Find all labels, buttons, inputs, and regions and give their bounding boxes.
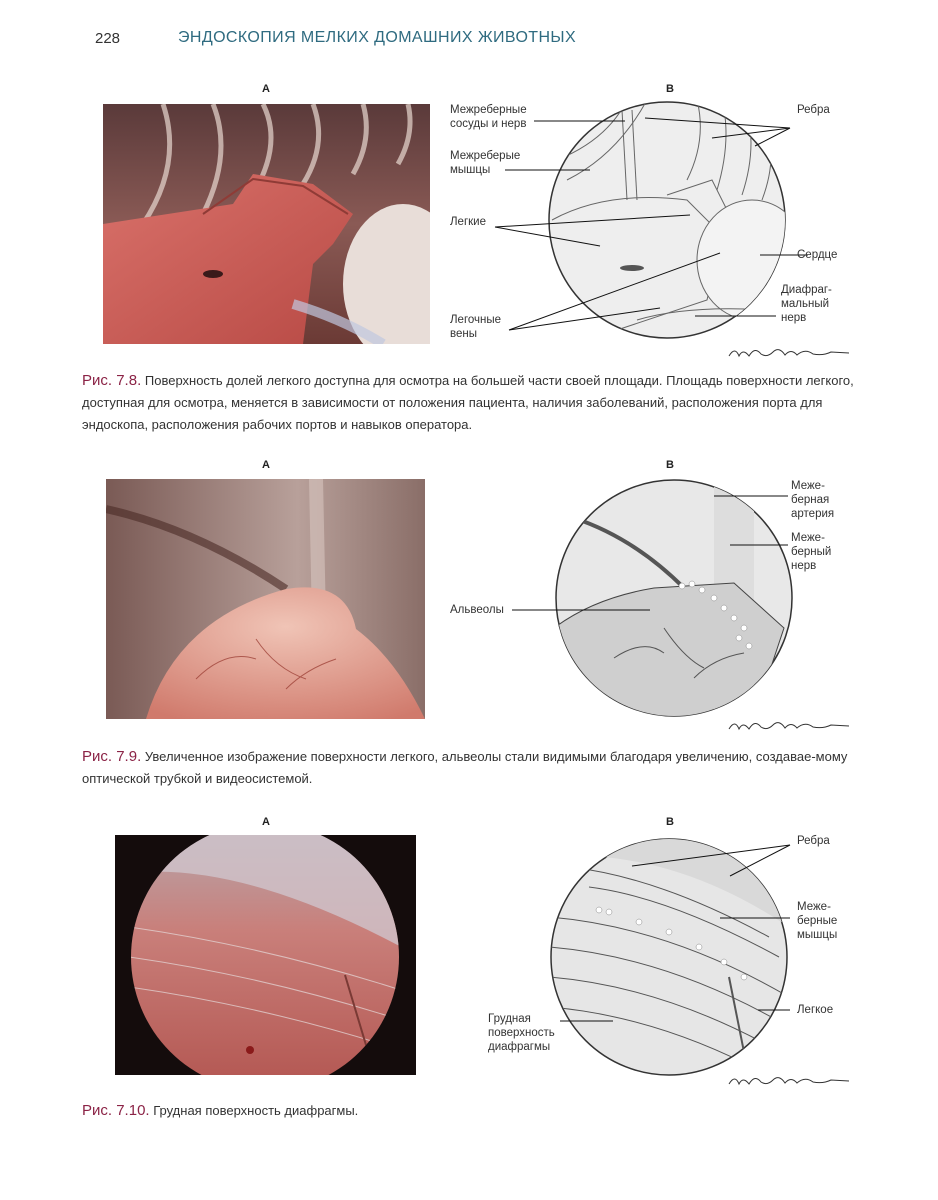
fig2-caption (82, 746, 862, 790)
fig3-illustration (549, 837, 789, 1077)
fig3-label-b: B (666, 816, 674, 828)
fig1-anno-vessels: Межреберные сосуды и нерв (450, 104, 527, 130)
fig1-anno-veins: Легочные вены (450, 314, 502, 340)
fig2-number: Рис. 7.9. (82, 748, 142, 765)
fig1-signature-graphic (727, 344, 852, 365)
fig3-caption-text: Грудная поверхность диафрагмы. (153, 1103, 359, 1118)
fig2-endoscopic-photo (106, 479, 425, 719)
fig3-anno-lung: Легкое (797, 1004, 834, 1016)
fig3-signature-graphic (727, 1072, 852, 1093)
fig1-caption-text: Поверхность долей легкого доступна для осмотра на большей части своей площади. Площадь поверхности легкого, доступная для осмотра, меняется в зависимости от положения пациента, наличия заболеваний, расположения порта для эндоскопа, расположения рабочих портов и навыков оператора. (82, 373, 854, 432)
fig1-caption (82, 370, 862, 436)
fig1-anno-ribs: Ребра (797, 104, 830, 116)
fig1-number: Рис. 7.8. (82, 372, 142, 389)
fig3-endoscopic-photo (115, 835, 416, 1075)
fig2-label-b: B (666, 459, 674, 471)
fig1-anno-heart: Сердце (797, 249, 838, 261)
fig1-anno-lungs: Легкие (450, 216, 486, 228)
fig2-anno-artery: Меже- берная артерия (791, 480, 835, 520)
fig3-anno-ribs: Ребра (797, 835, 830, 847)
fig3-label-a: A (262, 816, 270, 828)
fig3-caption (82, 1100, 862, 1122)
fig3-anno-muscles: Меже- берные мышцы (797, 901, 838, 941)
fig2-anno-alveoli: Альвеолы (450, 604, 504, 616)
fig1-anno-phrenic: Диафраг- мальный нерв (781, 284, 832, 324)
fig1-label-b: B (666, 83, 674, 95)
page-number: 228 (95, 30, 121, 47)
fig1-label-a: A (262, 83, 270, 95)
running-title: ЭНДОСКОПИЯ МЕЛКИХ ДОМАШНИХ ЖИВОТНЫХ (178, 29, 577, 46)
fig2-label-a: A (262, 459, 270, 471)
fig2-caption-text: Увеличенное изображение поверхности легкого, альвеолы стали видимыми благодаря увеличению, создавае-мому оптической трубкой и видеосистемой. (82, 749, 848, 786)
fig2-signature-graphic (727, 717, 852, 738)
fig1-anno-muscles: Межреберые мышцы (450, 150, 521, 176)
fig3-anno-diaphragm: Грудная поверхность диафрагмы (488, 1013, 555, 1053)
page-header (95, 30, 875, 54)
fig1-illustration (547, 100, 787, 340)
fig3-number: Рис. 7.10. (82, 1102, 150, 1119)
fig1-endoscopic-photo (103, 104, 430, 344)
fig2-anno-nerve: Меже- берный нерв (791, 532, 832, 572)
fig2-illustration (554, 478, 794, 718)
